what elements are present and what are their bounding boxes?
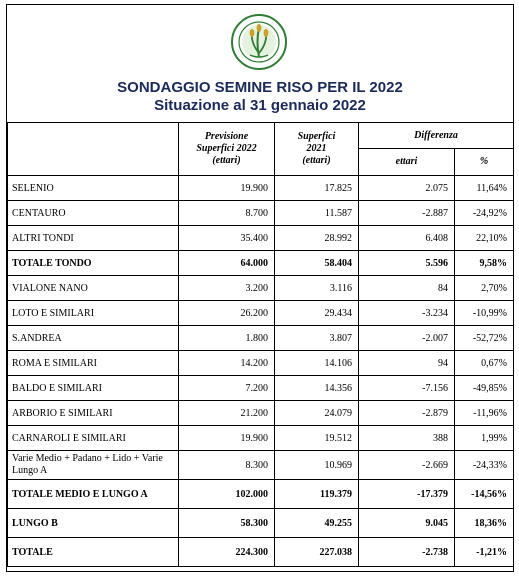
table-row: [8, 509, 514, 538]
superfici-value: 28.992: [275, 226, 359, 251]
table-row: [8, 426, 514, 451]
differenza-ettari-value: 94: [359, 351, 455, 376]
superfici-value: 10.969: [275, 451, 359, 480]
variety-name: ROMA E SIMILARI: [8, 351, 179, 376]
table-body: [8, 176, 514, 567]
previsione-value: 102.000: [179, 480, 275, 509]
variety-name: Varie Medio + Padano + Lido + Varie Lungo A: [8, 451, 179, 480]
differenza-percent-value: -1,21%: [455, 538, 514, 567]
superfici-value: 58.404: [275, 251, 359, 276]
table-row: [8, 251, 514, 276]
superfici-value: 14.106: [275, 351, 359, 376]
report-header: [7, 5, 513, 123]
superfici-value: 29.434: [275, 301, 359, 326]
table-row: [8, 401, 514, 426]
variety-name: LOTO E SIMILARI: [8, 301, 179, 326]
differenza-percent-value: 9,58%: [455, 251, 514, 276]
table-row: [8, 201, 514, 226]
differenza-percent-value: 2,70%: [455, 276, 514, 301]
differenza-percent-value: -24,92%: [455, 201, 514, 226]
header-ettari: ettari: [359, 149, 455, 176]
previsione-value: 19.900: [179, 176, 275, 201]
previsione-value: 26.200: [179, 301, 275, 326]
variety-name: BALDO E SIMILARI: [8, 376, 179, 401]
differenza-percent-value: 18,36%: [455, 509, 514, 538]
previsione-value: 7.200: [179, 376, 275, 401]
variety-name: VIALONE NANO: [8, 276, 179, 301]
report-subtitle: Situazione al 31 gennaio 2022: [154, 97, 366, 114]
previsione-value: 14.200: [179, 351, 275, 376]
header-superfici-line-3: (ettari): [302, 155, 331, 166]
differenza-ettari-value: 9.045: [359, 509, 455, 538]
table-row: [8, 176, 514, 201]
variety-name: CARNAROLI E SIMILARI: [8, 426, 179, 451]
previsione-value: 35.400: [179, 226, 275, 251]
variety-name: LUNGO B: [8, 509, 179, 538]
previsione-value: 8.700: [179, 201, 275, 226]
previsione-value: 8.300: [179, 451, 275, 480]
previsione-value: 1.800: [179, 326, 275, 351]
previsione-value: 58.300: [179, 509, 275, 538]
variety-name: S.ANDREA: [8, 326, 179, 351]
header-previsione-line-2: Superfici 2022: [196, 143, 257, 154]
superfici-value: 49.255: [275, 509, 359, 538]
superfici-value: 24.079: [275, 401, 359, 426]
differenza-ettari-value: -17.379: [359, 480, 455, 509]
table-row: [8, 326, 514, 351]
variety-name: TOTALE: [8, 538, 179, 567]
header-name-cell: [8, 123, 179, 176]
differenza-ettari-value: -7.156: [359, 376, 455, 401]
differenza-ettari-value: 6.408: [359, 226, 455, 251]
table-row: [8, 451, 514, 480]
differenza-ettari-value: 5.596: [359, 251, 455, 276]
differenza-percent-value: -52,72%: [455, 326, 514, 351]
superfici-value: 227.038: [275, 538, 359, 567]
variety-name: ARBORIO E SIMILARI: [8, 401, 179, 426]
differenza-ettari-value: -2.669: [359, 451, 455, 480]
differenza-percent-value: 1,99%: [455, 426, 514, 451]
superfici-value: 119.379: [275, 480, 359, 509]
ente-risi-logo-icon: [230, 13, 288, 71]
variety-name: TOTALE MEDIO E LUNGO A: [8, 480, 179, 509]
previsione-value: 19.900: [179, 426, 275, 451]
header-previsione-line-1: Previsione: [204, 131, 249, 142]
previsione-value: 3.200: [179, 276, 275, 301]
variety-name: SELENIO: [8, 176, 179, 201]
differenza-percent-value: 22,10%: [455, 226, 514, 251]
differenza-ettari-value: 2.075: [359, 176, 455, 201]
table-row: [8, 301, 514, 326]
header-previsione-line-3: (ettari): [212, 155, 241, 166]
header-differenza: Differenza: [359, 123, 514, 149]
differenza-ettari-value: 388: [359, 426, 455, 451]
table-row: [8, 376, 514, 401]
table-row: [8, 351, 514, 376]
superfici-value: 3.116: [275, 276, 359, 301]
differenza-ettari-value: -2.007: [359, 326, 455, 351]
variety-name: CENTAURO: [8, 201, 179, 226]
header-superfici: [275, 123, 359, 176]
report-title: SONDAGGIO SEMINE RISO PER IL 2022: [117, 79, 403, 96]
superfici-value: 11.587: [275, 201, 359, 226]
variety-name: ALTRI TONDI: [8, 226, 179, 251]
differenza-percent-value: -49,85%: [455, 376, 514, 401]
header-previsione: [179, 123, 275, 176]
previsione-value: 21.200: [179, 401, 275, 426]
differenza-ettari-value: -2.738: [359, 538, 455, 567]
differenza-ettari-value: -2.879: [359, 401, 455, 426]
table-row: [8, 480, 514, 509]
table-row: [8, 226, 514, 251]
differenza-ettari-value: -2.887: [359, 201, 455, 226]
header-percent: %: [455, 149, 514, 176]
differenza-percent-value: 0,67%: [455, 351, 514, 376]
previsione-value: 64.000: [179, 251, 275, 276]
superfici-value: 19.512: [275, 426, 359, 451]
header-superfici-line-2: 2021: [306, 143, 327, 154]
differenza-percent-value: -10,99%: [455, 301, 514, 326]
table-row: [8, 276, 514, 301]
rice-sowing-table: [7, 122, 514, 567]
superfici-value: 3.807: [275, 326, 359, 351]
differenza-percent-value: -11,96%: [455, 401, 514, 426]
table-header-row: [8, 123, 514, 149]
differenza-ettari-value: 84: [359, 276, 455, 301]
differenza-percent-value: -24,33%: [455, 451, 514, 480]
variety-name: TOTALE TONDO: [8, 251, 179, 276]
differenza-percent-value: 11,64%: [455, 176, 514, 201]
differenza-percent-value: -14,56%: [455, 480, 514, 509]
previsione-value: 224.300: [179, 538, 275, 567]
table-row: [8, 538, 514, 567]
report-sheet: [6, 4, 514, 572]
differenza-ettari-value: -3.234: [359, 301, 455, 326]
superfici-value: 17.825: [275, 176, 359, 201]
header-superfici-line-1: Superfici: [297, 131, 336, 142]
superfici-value: 14.356: [275, 376, 359, 401]
